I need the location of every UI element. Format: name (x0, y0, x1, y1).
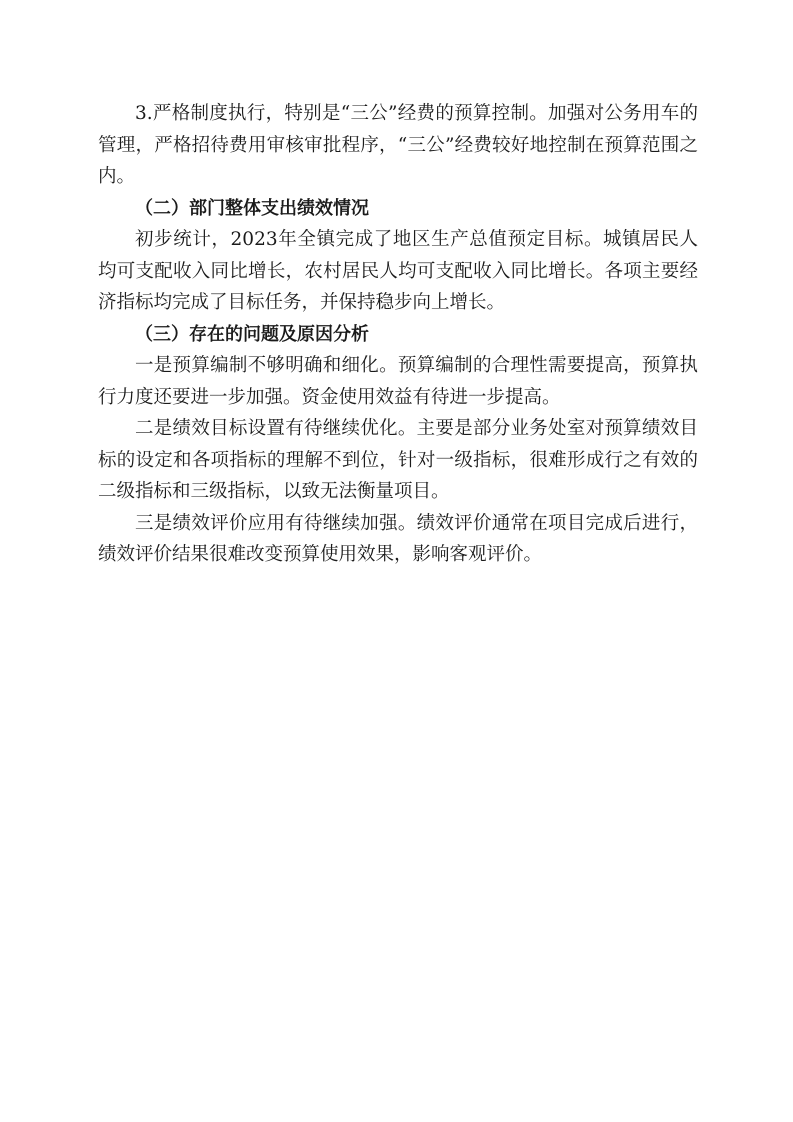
paragraph-preliminary-statistics: 初步统计，2023年全镇完成了地区生产总值预定目标。城镇居民人均可支配收入同比增长，农村居民人均可支配收入同比增长。各项主要经济指标均完成了目标任务，并保持稳步向上增长。 (98, 229, 698, 313)
paragraph-problem-three: 三是绩效评价应用有待继续加强。绩效评价通常在项目完成后进行，绩效评价结果很难改变预算使用效果，影响客观评价。 (98, 512, 698, 565)
paragraph-strict-execution: 3.严格制度执行，特别是“三公”经费的预算控制。加强对公务用车的管理，严格招待费用审核审批程序，“三公”经费较好地控制在预算范围之内。 (98, 103, 698, 187)
section-heading-problems-analysis: （三）存在的问题及原因分析 (135, 323, 369, 345)
paragraph-problem-two: 二是绩效目标设置有待继续优化。主要是部分业务处室对预算绩效目标的设定和各项指标的理解不到位，针对一级指标，很难形成行之有效的二级指标和三级指标，以致无法衡量项目。 (98, 418, 698, 502)
paragraph-problem-one: 一是预算编制不够明确和细化。预算编制的合理性需要提高，预算执行力度还要进一步加强。资金使用效益有待进一步提高。 (98, 355, 698, 408)
section-heading-overall-performance: （二）部门整体支出绩效情况 (135, 197, 369, 219)
document-page (98, 98, 698, 571)
